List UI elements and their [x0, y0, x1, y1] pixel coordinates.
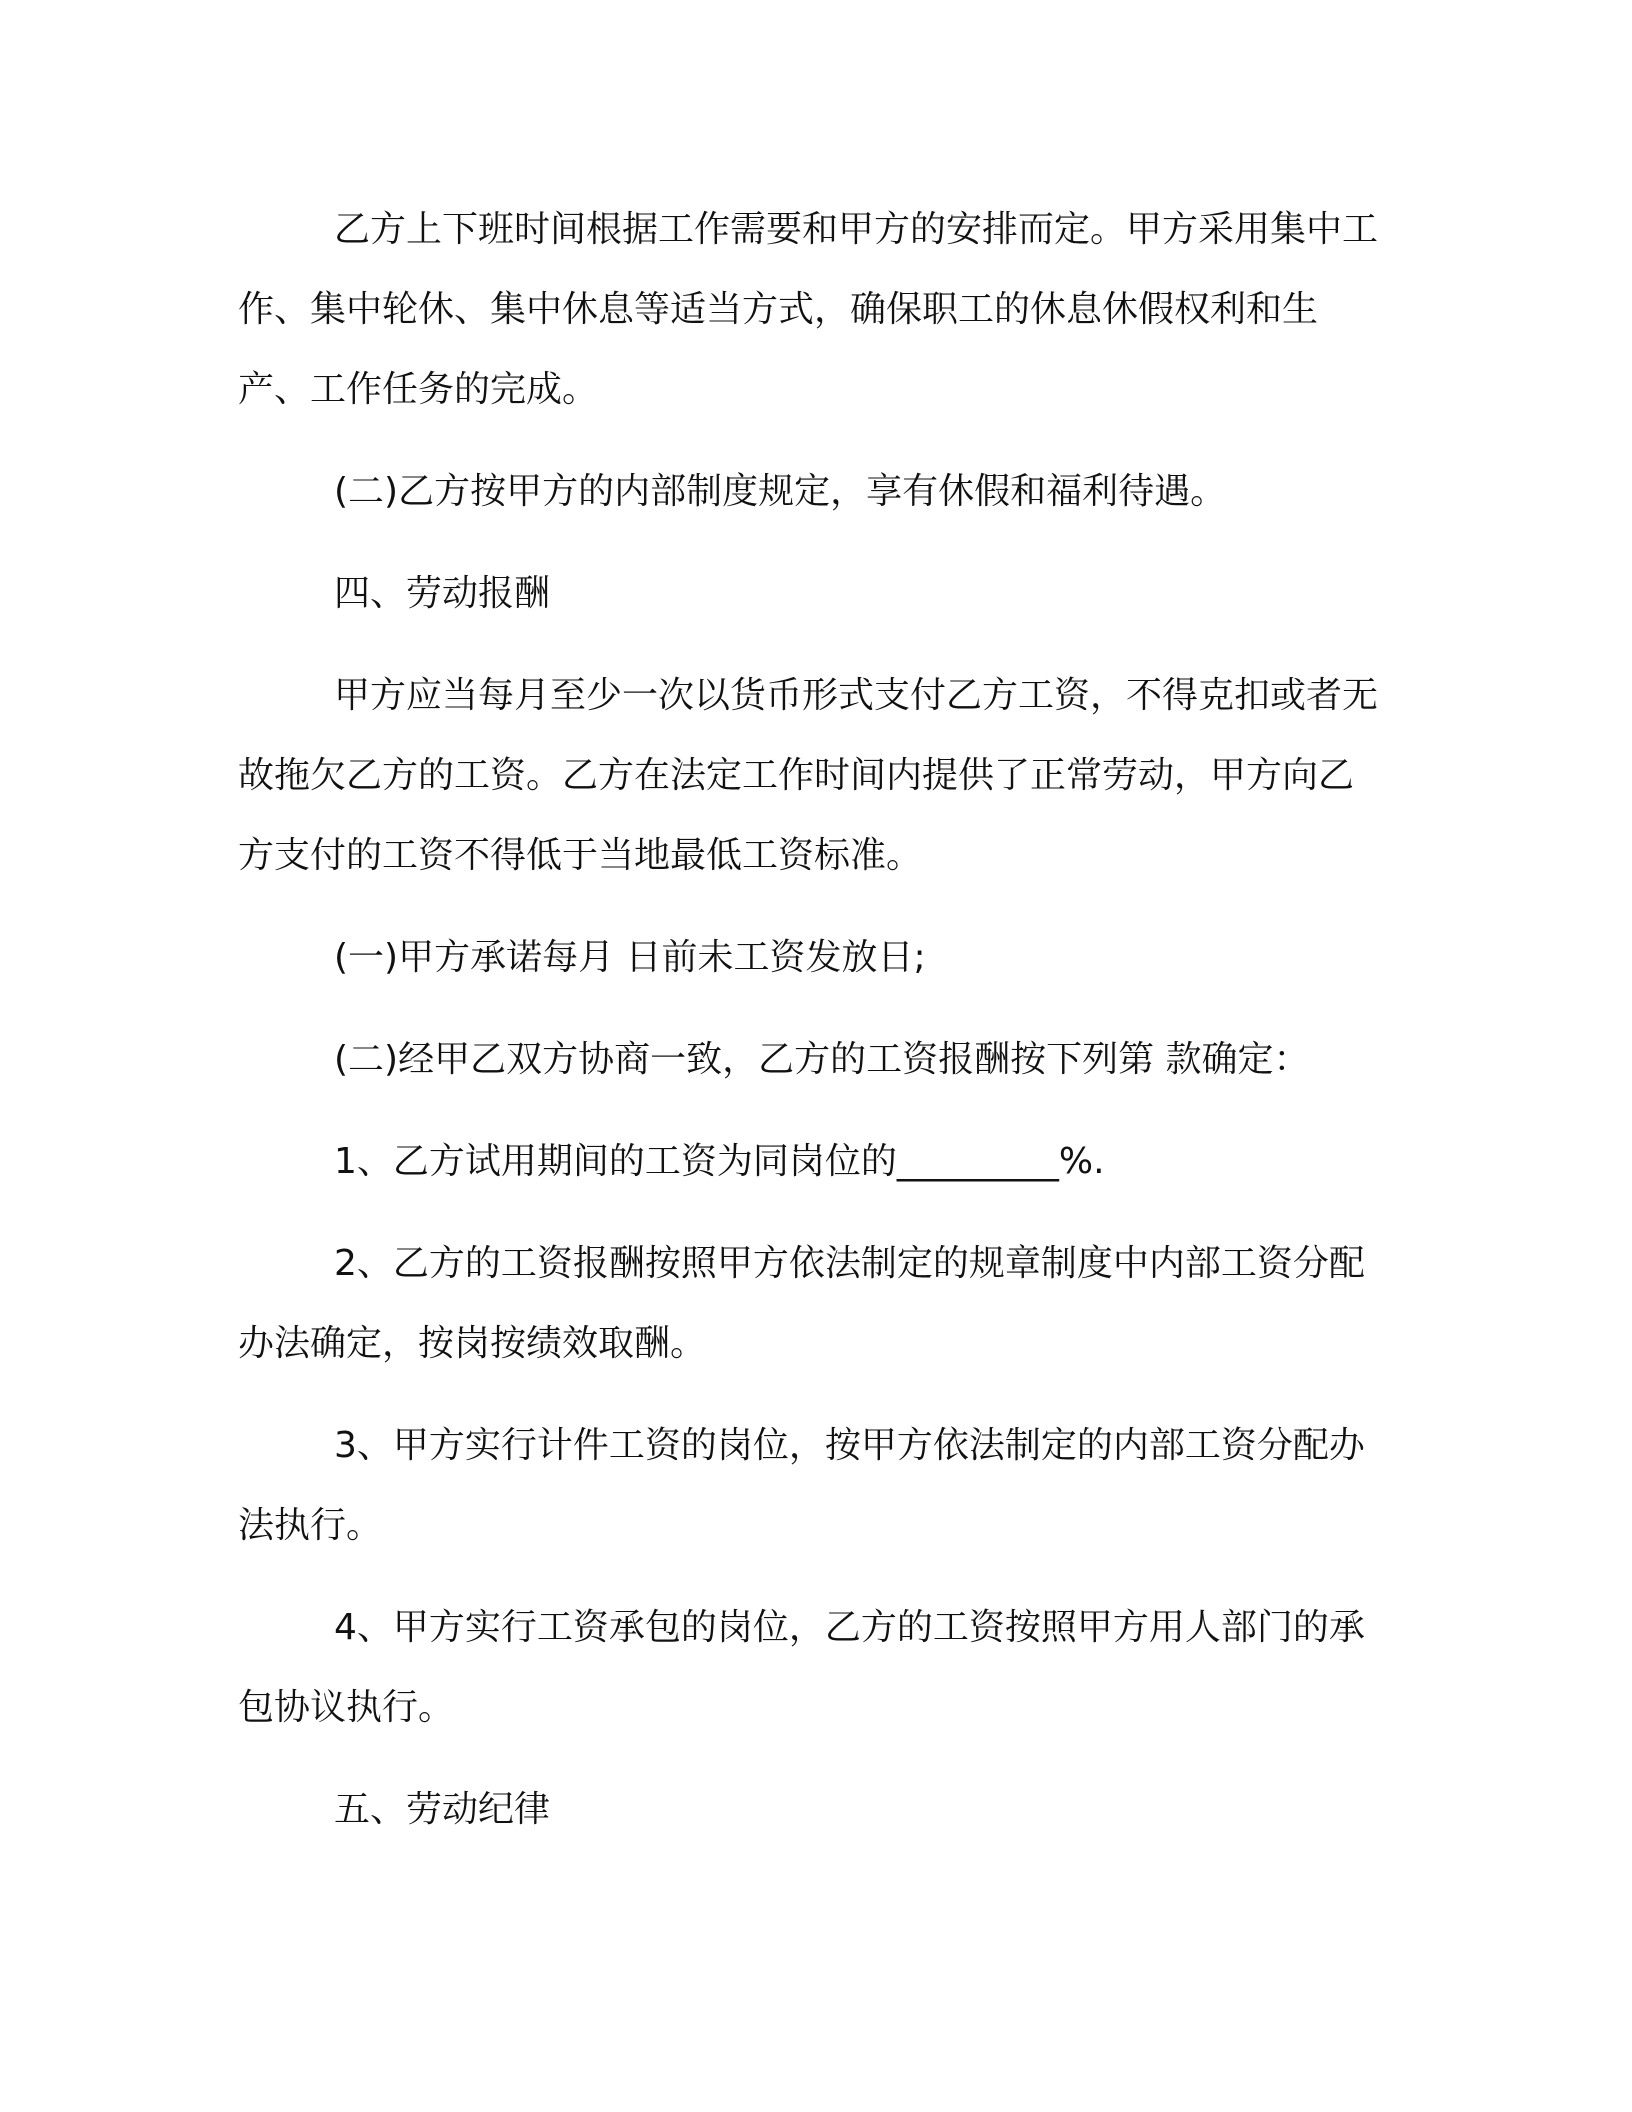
- paragraph-spacer: [238, 532, 1378, 554]
- section-heading-remuneration: 四、劳动报酬: [334, 573, 551, 614]
- section-heading-discipline: 五、劳动纪律: [334, 1789, 551, 1830]
- document-body: [238, 190, 1378, 1850]
- clause-item-1: 1、乙方试用期间的工资为同岗位的_________%.: [334, 1141, 1105, 1182]
- clause-item-2: 2、乙方的工资报酬按照甲方依法制定的规章制度中内部工资分配办法确定，按岗按绩效取酬。: [238, 1243, 1365, 1364]
- paragraph-spacer: [238, 634, 1378, 656]
- paragraph-spacer: [238, 998, 1378, 1020]
- paragraph-payday: (一)甲方承诺每月 日前未工资发放日;: [334, 937, 926, 978]
- paragraph-leave-benefits: (二)乙方按甲方的内部制度规定，享有休假和福利待遇。: [334, 471, 1227, 512]
- paragraph-spacer: [238, 1202, 1378, 1224]
- paragraph-wage-payment: 甲方应当每月至少一次以货币形式支付乙方工资，不得克扣或者无故拖欠乙方的工资。乙方在法定工作时间内提供了正常劳动，甲方向乙方支付的工资不得低于当地最低工资标准。: [238, 675, 1379, 876]
- paragraph-spacer: [238, 1566, 1378, 1588]
- clause-item-3: 3、甲方实行计件工资的岗位，按甲方依法制定的内部工资分配办法执行。: [238, 1425, 1365, 1546]
- paragraph-spacer: [238, 1748, 1378, 1770]
- paragraph-spacer: [238, 1384, 1378, 1406]
- paragraph-wage-method: (二)经甲乙双方协商一致，乙方的工资报酬按下列第 款确定：: [334, 1039, 1310, 1080]
- paragraph-work-hours: 乙方上下班时间根据工作需要和甲方的安排而定。甲方采用集中工作、集中轮休、集中休息等适当方式，确保职工的休息休假权利和生产、工作任务的完成。: [238, 209, 1379, 410]
- paragraph-spacer: [238, 896, 1378, 918]
- clause-item-4: 4、甲方实行工资承包的岗位，乙方的工资按照甲方用人部门的承包协议执行。: [238, 1607, 1365, 1728]
- paragraph-spacer: [238, 430, 1378, 452]
- paragraph-spacer: [238, 1100, 1378, 1122]
